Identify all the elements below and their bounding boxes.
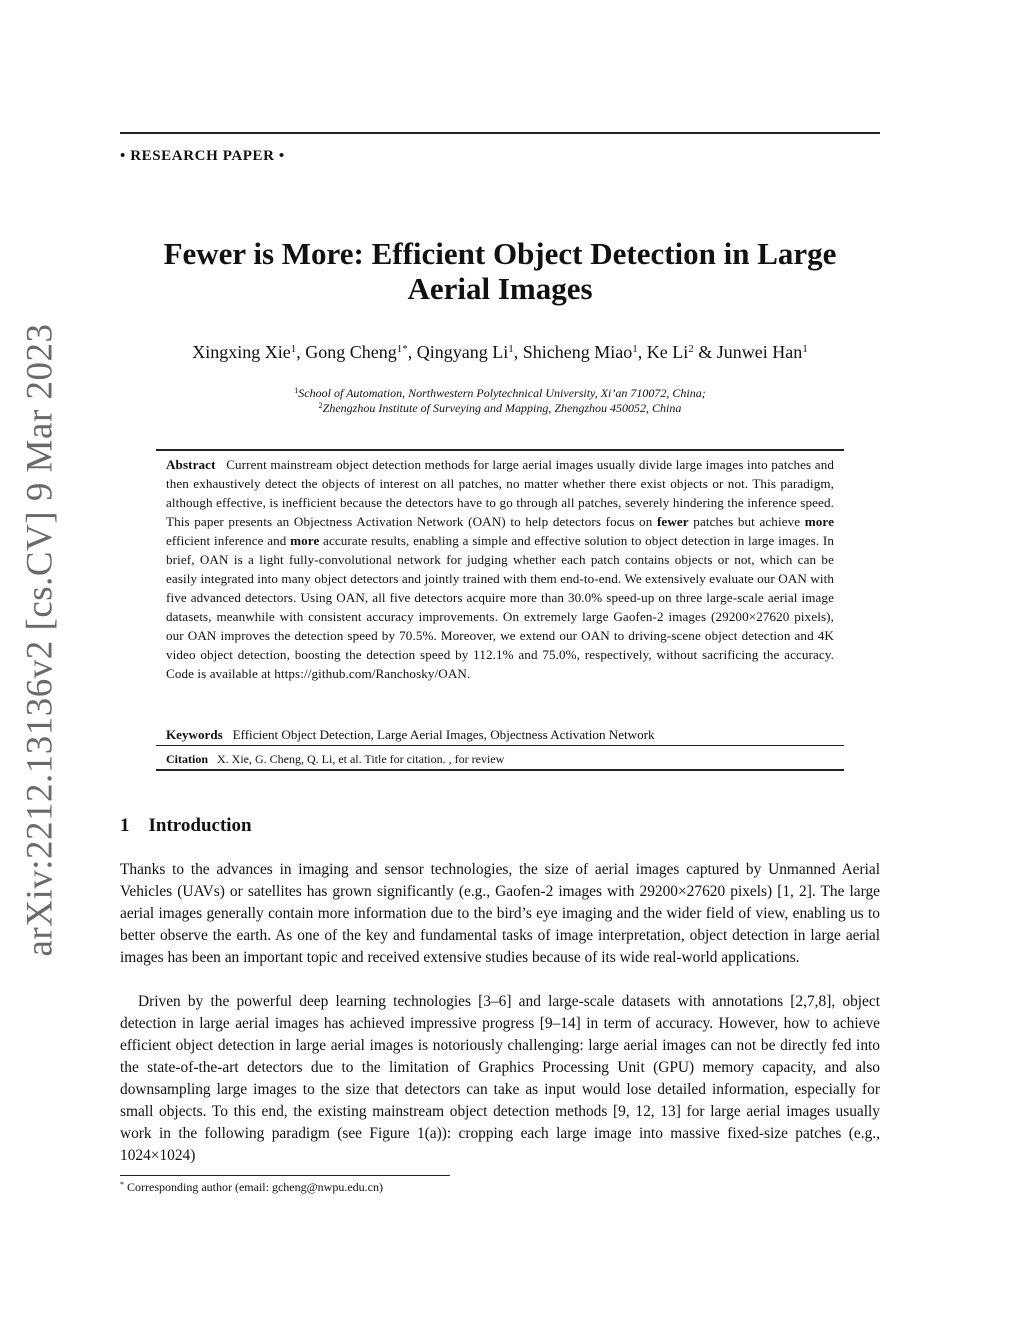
arxiv-sidebar — [0, 0, 80, 1325]
abstract-text: Abstract Current mainstream object detection methods for large aerial images usually divide large images into patches and then exhaustively detect the objects of interest on all patches, no matter whether there exist objects or not. This paradigm, although effective, is inefficient because the detectors have to go through all patches, severely hindering the inference speed. This paper presents an Objectness Activation Network (OAN) to help detectors focus on fewer patches but achieve more efficient inference and more accurate results, enabling a simple and effective solution to object detection in large images. In brief, OAN is a light fully-convolutional network for judging whether each patch contains objects or not, which can be easily integrated into many object detectors and jointly trained with them end-to-end. We extensively evaluate our OAN with five advanced detectors. Using OAN, all five detectors acquire more than 30.0% speed-up on three large-scale aerial image datasets, meanwhile with consistent accuracy improvements. On extremely large Gaofen-2 images (29200×27620 pixels), our OAN improves the detection speed by 70.5%. Moreover, we extend our OAN to driving-scene object detection and 4K video object detection, boosting the detection speed by 112.1% and 75.0%, respectively, without sacrificing the accuracy. Code is available at https://github.com/Ranchosky/OAN. — [166, 457, 835, 681]
section-heading-introduction: 1 Introduction — [120, 815, 252, 836]
author: Ke Li$^2$ — [646, 342, 694, 362]
citation-label: Citation — [166, 752, 208, 766]
citation — [166, 752, 834, 767]
author: Xingxing Xie$^1$ — [192, 342, 297, 362]
keywords-label: Keywords — [166, 727, 223, 742]
keywords-rule — [156, 745, 844, 746]
citation-text: X. Xie, G. Cheng, Q. Li, et al. Title for citation. , for review — [217, 752, 505, 766]
affiliation-1: $^1$School of Automation, Northwestern Polytechnical University, Xi’an 710072, China; — [294, 386, 706, 400]
title-line-1: Fewer is More: Efficient Object Detection in Large — [163, 236, 837, 271]
author: Qingyang Li$^1$ — [416, 342, 514, 362]
keywords-text: Efficient Object Detection, Large Aerial Images, Objectness Activation Network — [232, 727, 655, 742]
author: Junwei Han$^1$ — [716, 342, 808, 362]
abstract-top-rule — [156, 449, 844, 451]
paper-type-kicker: • RESEARCH PAPER • — [120, 148, 285, 164]
affiliation-2: $^2$Zhengzhou Institute of Surveying and Mapping, Zhengzhou 450052, China — [318, 401, 682, 415]
title-line-2: Aerial Images — [407, 271, 593, 306]
intro-paragraph-1: Thanks to the advances in imaging and sensor technologies, the size of aerial images captured by Unmanned Aerial Vehicles (UAVs) or satellites has grown significantly (e.g., Gaofen-2 images with 29200×27620 pixels) [1, 2]. The large aerial images generally contain more information due to the bird’s eye imaging and the wider field of view, enabling us to better observe the earth. As one of the key and fundamental tasks of image interpretation, object detection in large aerial images has been an important topic and received extensive studies because of its wide real-world applications. — [120, 861, 880, 966]
arxiv-identifier: arXiv:2212.13136v2 [cs.CV] 9 Mar 2023 — [19, 323, 61, 957]
abstract-label: Abstract — [166, 457, 216, 472]
author: Gong Cheng$^{1*}$ — [305, 342, 408, 362]
keywords — [166, 727, 834, 743]
author: Shicheng Miao$^1$ — [522, 342, 638, 362]
top-rule — [120, 132, 880, 134]
footnote-corresponding-author: * Corresponding author (email: gcheng@nwpu.edu.cn) — [120, 1180, 383, 1194]
abstract-bottom-rule — [156, 769, 844, 771]
footnote-rule — [120, 1175, 450, 1176]
intro-paragraph-2: Driven by the powerful deep learning technologies [3–6] and large-scale datasets with annotations [2,7,8], object detection in large aerial images has achieved impressive progress [9–14] in term of accuracy. However, how to achieve efficient object detection in large aerial images is notoriously challenging: large aerial images can not be directly fed into the state-of-the-art detectors due to the limitation of Graphics Processing Unit (GPU) memory capacity, and also downsampling large images to the size that detectors can take as input would lose detailed information, especially for small objects. To this end, the existing mainstream object detection methods [9, 12, 13] for large aerial images usually work in the following paradigm (see Figure 1(a)): cropping each large image into massive fixed-size patches (e.g., 1024×1024) — [120, 993, 880, 1164]
paper-title — [120, 236, 880, 306]
author-list: Xingxing Xie$^1$, Gong Cheng$^{1*}$, Qingyang Li$^1$, Shicheng Miao$^1$, Ke Li$^2$ & Junwei Han$^1$ — [192, 342, 808, 362]
